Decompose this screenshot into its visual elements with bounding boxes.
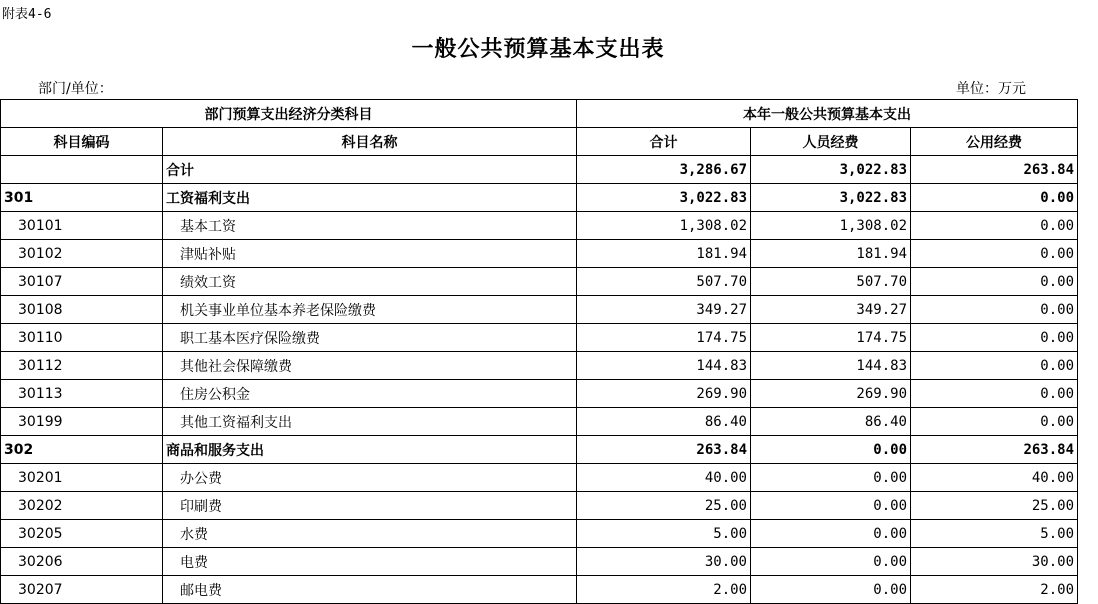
table-body bbox=[1, 184, 1078, 604]
row-total: 269.90 bbox=[577, 380, 751, 408]
row-name: 商品和服务支出 bbox=[163, 436, 577, 464]
header-name: 科目名称 bbox=[163, 128, 577, 156]
header-group-right: 本年一般公共预算基本支出 bbox=[577, 100, 1078, 128]
row-code: 30102 bbox=[1, 240, 163, 268]
table-row bbox=[1, 268, 1078, 296]
row-name: 邮电费 bbox=[163, 576, 577, 604]
row-name: 办公费 bbox=[163, 464, 577, 492]
row-public: 0.00 bbox=[911, 212, 1078, 240]
table-row bbox=[1, 436, 1078, 464]
table-row bbox=[1, 492, 1078, 520]
row-personnel: 0.00 bbox=[751, 520, 911, 548]
row-total: 507.70 bbox=[577, 268, 751, 296]
row-personnel: 174.75 bbox=[751, 324, 911, 352]
row-personnel: 0.00 bbox=[751, 436, 911, 464]
header-column-row bbox=[1, 128, 1078, 156]
row-name: 电费 bbox=[163, 548, 577, 576]
table-row bbox=[1, 380, 1078, 408]
table-row bbox=[1, 240, 1078, 268]
row-name: 印刷费 bbox=[163, 492, 577, 520]
row-public: 0.00 bbox=[911, 268, 1078, 296]
row-code: 30112 bbox=[1, 352, 163, 380]
row-total: 5.00 bbox=[577, 520, 751, 548]
row-total: 263.84 bbox=[577, 436, 751, 464]
row-total: 349.27 bbox=[577, 296, 751, 324]
row-total: 40.00 bbox=[577, 464, 751, 492]
row-personnel: 0.00 bbox=[751, 548, 911, 576]
row-personnel: 86.40 bbox=[751, 408, 911, 436]
row-personnel: 3,022.83 bbox=[751, 184, 911, 212]
row-personnel: 144.83 bbox=[751, 352, 911, 380]
row-public: 25.00 bbox=[911, 492, 1078, 520]
row-public: 40.00 bbox=[911, 464, 1078, 492]
header-code: 科目编码 bbox=[1, 128, 163, 156]
row-public: 2.00 bbox=[911, 576, 1078, 604]
row-public: 0.00 bbox=[911, 408, 1078, 436]
row-name: 其他工资福利支出 bbox=[163, 408, 577, 436]
row-personnel: 0.00 bbox=[751, 492, 911, 520]
row-total: 25.00 bbox=[577, 492, 751, 520]
row-code: 302 bbox=[1, 436, 163, 464]
table-row bbox=[1, 296, 1078, 324]
row-public: 263.84 bbox=[911, 436, 1078, 464]
table-row bbox=[1, 548, 1078, 576]
annex-label: 附表4-6 bbox=[2, 7, 52, 22]
row-code: 30202 bbox=[1, 492, 163, 520]
row-personnel: 507.70 bbox=[751, 268, 911, 296]
row-code: 30207 bbox=[1, 576, 163, 604]
table-row bbox=[1, 212, 1078, 240]
row-total: 144.83 bbox=[577, 352, 751, 380]
table-row bbox=[1, 520, 1078, 548]
row-public: 0.00 bbox=[911, 324, 1078, 352]
header-group-left: 部门预算支出经济分类科目 bbox=[1, 100, 577, 128]
row-total: 3,022.83 bbox=[577, 184, 751, 212]
row-public: 0.00 bbox=[911, 296, 1078, 324]
row-name: 住房公积金 bbox=[163, 380, 577, 408]
budget-table bbox=[0, 99, 1078, 604]
row-public: 0.00 bbox=[911, 352, 1078, 380]
row-public: 0.00 bbox=[911, 240, 1078, 268]
row-public: 0.00 bbox=[911, 380, 1078, 408]
row-code: 30199 bbox=[1, 408, 163, 436]
row-personnel: 1,308.02 bbox=[751, 212, 911, 240]
row-code: 30107 bbox=[1, 268, 163, 296]
row-name: 基本工资 bbox=[163, 212, 577, 240]
row-public: 30.00 bbox=[911, 548, 1078, 576]
row-code: 301 bbox=[1, 184, 163, 212]
total-total: 3,286.67 bbox=[577, 156, 751, 184]
department-label: 部门/单位： bbox=[38, 81, 113, 97]
row-code: 30101 bbox=[1, 212, 163, 240]
total-code bbox=[1, 156, 163, 184]
table-row bbox=[1, 324, 1078, 352]
table-row bbox=[1, 576, 1078, 604]
table-row bbox=[1, 464, 1078, 492]
unit-label: 单位：万元 bbox=[956, 81, 1026, 97]
row-code: 30113 bbox=[1, 380, 163, 408]
row-personnel: 181.94 bbox=[751, 240, 911, 268]
row-personnel: 269.90 bbox=[751, 380, 911, 408]
total-name: 合计 bbox=[163, 156, 577, 184]
row-name: 工资福利支出 bbox=[163, 184, 577, 212]
row-code: 30201 bbox=[1, 464, 163, 492]
row-code: 30206 bbox=[1, 548, 163, 576]
row-total: 1,308.02 bbox=[577, 212, 751, 240]
table-row bbox=[1, 352, 1078, 380]
row-total: 2.00 bbox=[577, 576, 751, 604]
table-row bbox=[1, 408, 1078, 436]
row-code: 30205 bbox=[1, 520, 163, 548]
row-total: 174.75 bbox=[577, 324, 751, 352]
row-name: 津贴补贴 bbox=[163, 240, 577, 268]
row-name: 其他社会保障缴费 bbox=[163, 352, 577, 380]
row-name: 机关事业单位基本养老保险缴费 bbox=[163, 296, 577, 324]
row-personnel: 349.27 bbox=[751, 296, 911, 324]
header-personnel: 人员经费 bbox=[751, 128, 911, 156]
row-name: 职工基本医疗保险缴费 bbox=[163, 324, 577, 352]
header-total: 合计 bbox=[577, 128, 751, 156]
row-total: 30.00 bbox=[577, 548, 751, 576]
row-public: 0.00 bbox=[911, 184, 1078, 212]
row-public: 5.00 bbox=[911, 520, 1078, 548]
table-row bbox=[1, 184, 1078, 212]
row-name: 绩效工资 bbox=[163, 268, 577, 296]
row-personnel: 0.00 bbox=[751, 464, 911, 492]
row-code: 30108 bbox=[1, 296, 163, 324]
page-title: 一般公共预算基本支出表 bbox=[411, 37, 665, 62]
total-personnel: 3,022.83 bbox=[751, 156, 911, 184]
row-personnel: 0.00 bbox=[751, 576, 911, 604]
total-public: 263.84 bbox=[911, 156, 1078, 184]
row-total: 86.40 bbox=[577, 408, 751, 436]
header-group-row bbox=[1, 100, 1078, 128]
header-public: 公用经费 bbox=[911, 128, 1078, 156]
row-code: 30110 bbox=[1, 324, 163, 352]
total-row bbox=[1, 156, 1078, 184]
row-total: 181.94 bbox=[577, 240, 751, 268]
row-name: 水费 bbox=[163, 520, 577, 548]
